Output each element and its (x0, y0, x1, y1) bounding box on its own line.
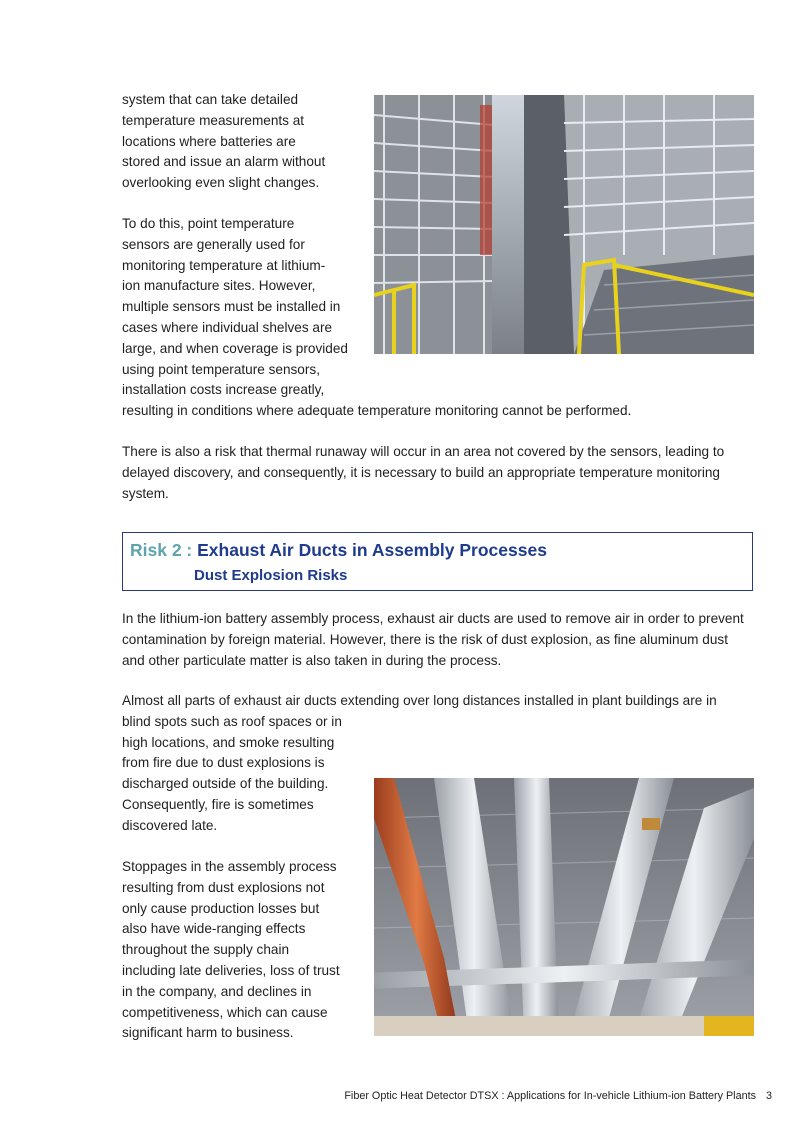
body-paragraph-3 (122, 857, 340, 1044)
text-line: system. (122, 485, 169, 501)
text-line: Consequently, fire is sometimes (122, 796, 314, 812)
text-line: discharged outside of the building. (122, 776, 329, 792)
text-line: In the lithium-ion battery assembly process, exhaust air ducts are used to remove air in order to prevent (122, 611, 744, 626)
text-line: system that can take detailed (122, 92, 299, 107)
page-number: 3 (765, 1090, 772, 1102)
text-line: in the company, and declines in (122, 983, 312, 999)
text-line: There is also a risk that thermal runaway will occur in an area not covered by the sensors, leading to (122, 444, 725, 459)
text-line: and other particulate matter is also taken in during the process. (122, 652, 502, 668)
risk-2-heading-box (122, 532, 753, 591)
text-line: Stoppages in the assembly process (122, 859, 337, 874)
text-line: temperature measurements at (122, 112, 305, 128)
exhaust-ducts-photo (374, 778, 754, 1036)
text-line: high locations, and smoke resulting (122, 734, 335, 750)
text-line: contamination by foreign material. However, there is the risk of dust explosion, as fine aluminum dust (122, 631, 728, 647)
risk-subtitle: Dust Explosion Risks (194, 567, 348, 584)
text-line: competitiveness, which can cause (122, 1004, 328, 1020)
intro-paragraph-2 (122, 214, 631, 422)
text-line: sensors are generally used for (122, 236, 305, 252)
intro-paragraph-3 (122, 442, 724, 504)
text-line: ion manufacture sites. However, (122, 278, 316, 294)
text-line: cases where individual shelves are (122, 319, 333, 335)
text-line: Almost all parts of exhaust air ducts extending over long distances installed in plant buildings are in (122, 693, 717, 708)
footer-text: Fiber Optic Heat Detector DTSX : Applications for In-vehicle Lithium-ion Battery Plants (344, 1090, 756, 1102)
text-line: only cause production losses but (122, 900, 320, 916)
text-line: discovered late. (122, 817, 218, 833)
ducts-illustration (374, 778, 754, 1036)
text-line: significant harm to business. (122, 1025, 294, 1041)
text-line: from fire due to dust explosions is (122, 755, 325, 771)
risk-2-heading (130, 540, 547, 561)
text-line: resulting in conditions where adequate temperature monitoring cannot be performed. (122, 403, 632, 419)
text-line: installation costs increase greatly, (122, 382, 325, 398)
text-line: To do this, point temperature (122, 216, 295, 231)
page-footer (344, 1090, 772, 1102)
text-line: large, and when coverage is provided (122, 340, 348, 356)
text-line: including late deliveries, loss of trust (122, 962, 340, 978)
text-line: locations where batteries are (122, 133, 296, 149)
intro-paragraph-1 (122, 90, 325, 194)
text-line: blind spots such as roof spaces or in (122, 713, 342, 729)
text-line: overlooking even slight changes. (122, 175, 320, 191)
text-line: multiple sensors must be installed in (122, 299, 341, 315)
text-line: resulting from dust explosions not (122, 879, 325, 895)
text-line: also have wide-ranging effects (122, 921, 306, 937)
risk-number: Risk 2 : (130, 540, 193, 560)
text-line: delayed discovery, and consequently, it is necessary to build an appropriate temperature monitoring (122, 464, 720, 480)
text-line: throughout the supply chain (122, 942, 290, 958)
text-line: monitoring temperature at lithium- (122, 257, 326, 273)
body-paragraph-1 (122, 609, 744, 671)
text-line: stored and issue an alarm without (122, 154, 326, 170)
text-line: using point temperature sensors, (122, 361, 320, 377)
risk-title: Exhaust Air Ducts in Assembly Processes (192, 540, 547, 560)
